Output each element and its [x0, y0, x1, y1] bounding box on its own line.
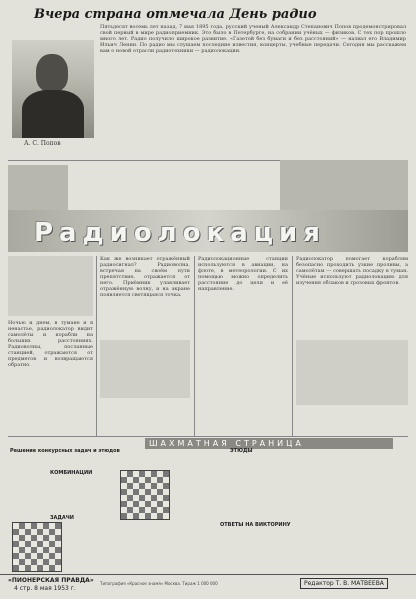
antenna-illustration: [8, 165, 68, 210]
article-column-3: Радиолокационные станции используются в авиации, на флоте, в метеорологии. С их помощью можно определить расстояние до цели и её направление.: [198, 256, 288, 292]
chess-diagram-2: [120, 470, 170, 520]
popov-portrait: [12, 40, 94, 138]
editor-credit: Редактор Т. В. МАТВЕЕВА: [300, 578, 388, 589]
article-column-4: Радиолокатор помогает кораблям безопасно проходить узкие проливы, а самолётам — совершать посадку в туман. Учёные используют радиолокацию для изучения облаков и грозовых фронтов.: [296, 256, 408, 286]
article-column-1: Ночью и днем, в тумане и в ненастье, радиолокатор видит самолёты и корабли на больших расстояниях. Радиоволны, посланные станцией, отражаются от предметов и возвращаются обратно.: [8, 320, 93, 368]
radar-scope-illustration: [100, 340, 190, 398]
portrait-body: [22, 90, 84, 138]
paper-name: «ПИОНЕРСКАЯ ПРАВДА»: [8, 577, 94, 584]
column-rule-3: [292, 256, 293, 436]
page-headline: Вчера страна отмечала День радио: [34, 7, 317, 22]
chess-solutions-heading: Решение конкурсных задач и этюдов: [10, 448, 120, 454]
article-column-2: Как же возникает отражённый радиосигнал? Радиоволна, встречая на своём пути препятствие, отражается от него. Приёмник улавливает отражённую волну, и на экране появляется светящаяся точка.: [100, 256, 190, 298]
page-footer: [0, 574, 416, 599]
portrait-head: [36, 54, 68, 92]
chess-divider: [8, 436, 408, 437]
combination-label: КОМБИНАЦИИ: [50, 470, 93, 476]
chess-section-title: ШАХМАТНАЯ СТРАНИЦА: [145, 438, 393, 449]
tasks-label: ЗАДАЧИ: [50, 515, 74, 521]
aircraft-illustration: [280, 160, 408, 210]
radar-tower-illustration: [296, 340, 408, 405]
column-rule-1: [96, 256, 97, 436]
photo-caption: А. С. Попов: [24, 140, 61, 147]
feature-title: Радиолокация: [34, 218, 326, 248]
column-rule-2: [194, 256, 195, 436]
print-info: Типография «Красное знамя» Москва. Тираж 1 000 000: [100, 581, 218, 586]
chess-diagram-1: [12, 522, 62, 572]
issue-date: 4 стр. 8 мая 1953 г.: [14, 585, 76, 592]
radar-dish-illustration: [8, 256, 93, 316]
intro-article: Пятьдесят восемь лет назад, 7 мая 1895 года, русский ученый Александр Степанович Попов продемонстрировал свой первый в мире радиоприемник. Это было в Петербурге, на собрании учёных — физиков. С тех пор прошло много лет. Радио получило широкое развитие. «Газетой без бумаги и без расстояний» — назвал его Владимир Ильич Ленин. По радио мы слушаем последние известия, концерты, учебные передачи. Сегодня мы расскажем вам о новой отрасли радиотехники — радиолокации.: [100, 24, 406, 54]
etudes-heading: ЭТЮДЫ: [230, 448, 253, 454]
quiz-answers-heading: ОТВЕТЫ НА ВИКТОРИНУ: [220, 522, 291, 528]
